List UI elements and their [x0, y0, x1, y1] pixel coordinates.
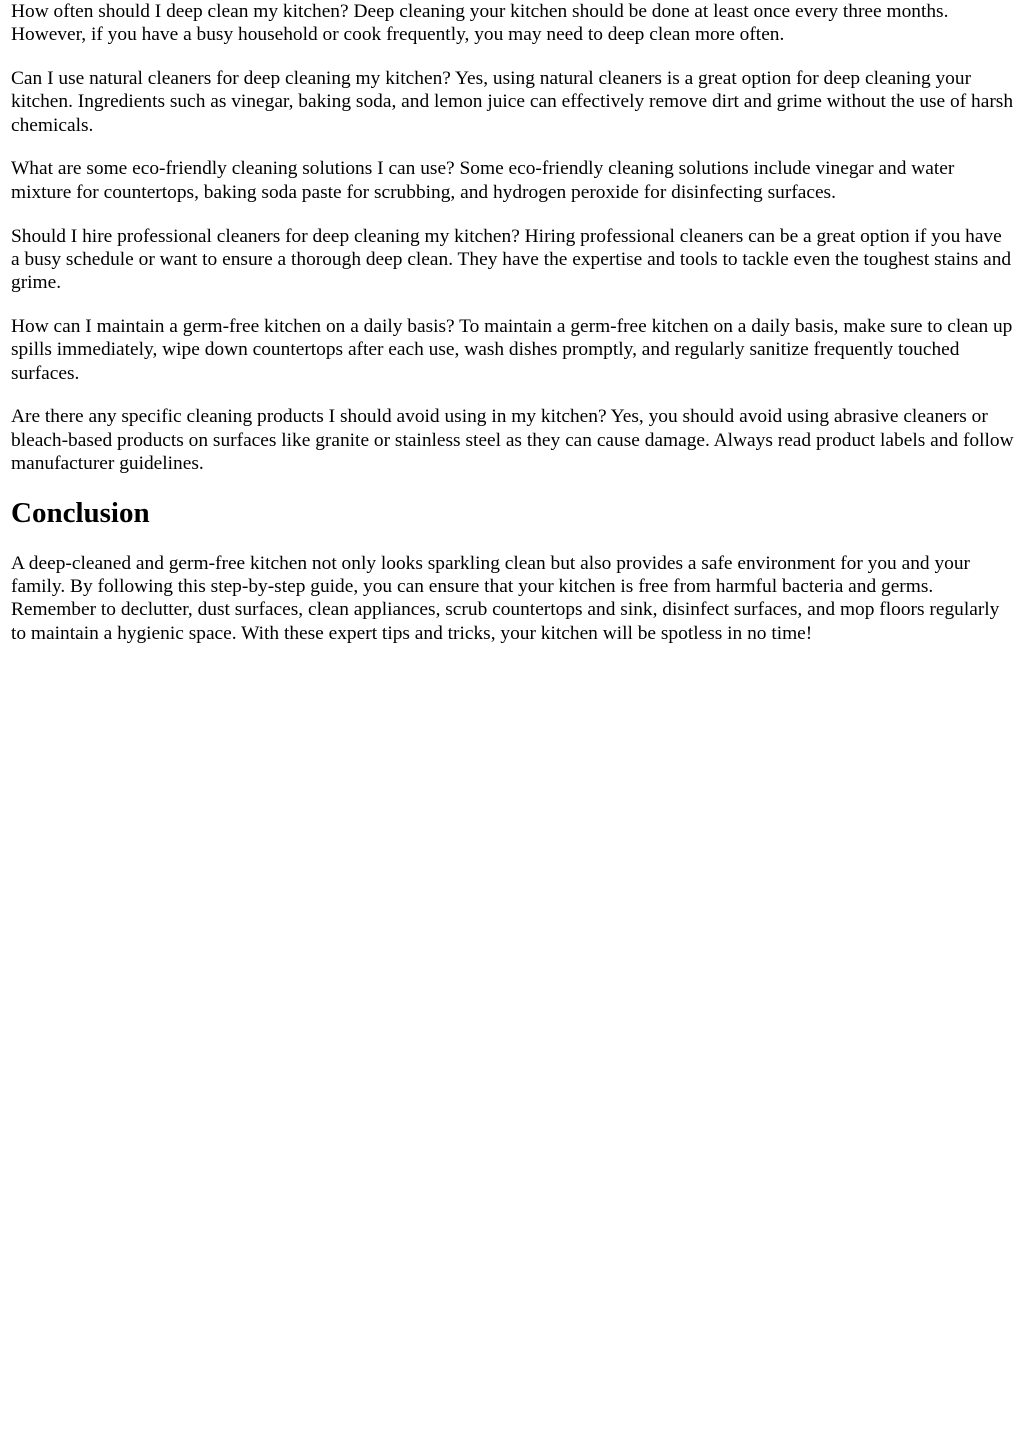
faq-item-eco-friendly-solutions: What are some eco-friendly cleaning solutions I can use? Some eco-friendly cleaning solutions include vinegar and water mixture for countertops, baking soda paste for scrubbing, and hydrogen peroxide for disinfecting surfaces.	[11, 158, 955, 203]
conclusion-heading: Conclusion	[11, 496, 150, 529]
document-page	[0, 0, 1024, 645]
faq-item-deep-clean-frequency: How often should I deep clean my kitchen? Deep cleaning your kitchen should be done at least once every three months. However, if you have a busy household or cook frequently, you may need to deep clean more often.	[11, 1, 949, 46]
conclusion-paragraph: A deep-cleaned and germ-free kitchen not only looks sparkling clean but also provides a safe environment for you and your family. By following this step-by-step guide, you can ensure that your kitchen is free from harmful bacteria and germs. Remember to declutter, dust surfaces, clean appliances, scrub countertops and sink, disinfect surfaces, and mop floors regularly to maintain a hygienic space. With these expert tips and tricks, your kitchen will be spotless in no time!	[11, 552, 1000, 644]
faq-item-natural-cleaners: Can I use natural cleaners for deep cleaning my kitchen? Yes, using natural cleaners is a great option for deep cleaning your kitchen. Ingredients such as vinegar, baking soda, and lemon juice can effectively remove dirt and grime without the use of harsh chemicals.	[11, 68, 1014, 136]
faq-item-professional-cleaners: Should I hire professional cleaners for deep cleaning my kitchen? Hiring professional cleaners can be a great option if you have a busy schedule or want to ensure a thorough deep clean. They have the expertise and tools to tackle even the toughest stains and grime.	[11, 225, 1012, 294]
faq-item-daily-maintenance: How can I maintain a germ-free kitchen on a daily basis? To maintain a germ-free kitchen on a daily basis, make sure to clean up spills immediately, wipe down countertops after each use, wash dishes promptly, and regularly sanitize frequently touched surfaces.	[11, 315, 1013, 384]
faq-section	[11, 0, 1014, 475]
faq-item-products-to-avoid: Are there any specific cleaning products I should avoid using in my kitchen? Yes, you should avoid using abrasive cleaners or bleach-based products on surfaces like granite or stainless steel as they can cause damage. Always read product labels and follow manufacturer guidelines.	[11, 406, 1014, 474]
